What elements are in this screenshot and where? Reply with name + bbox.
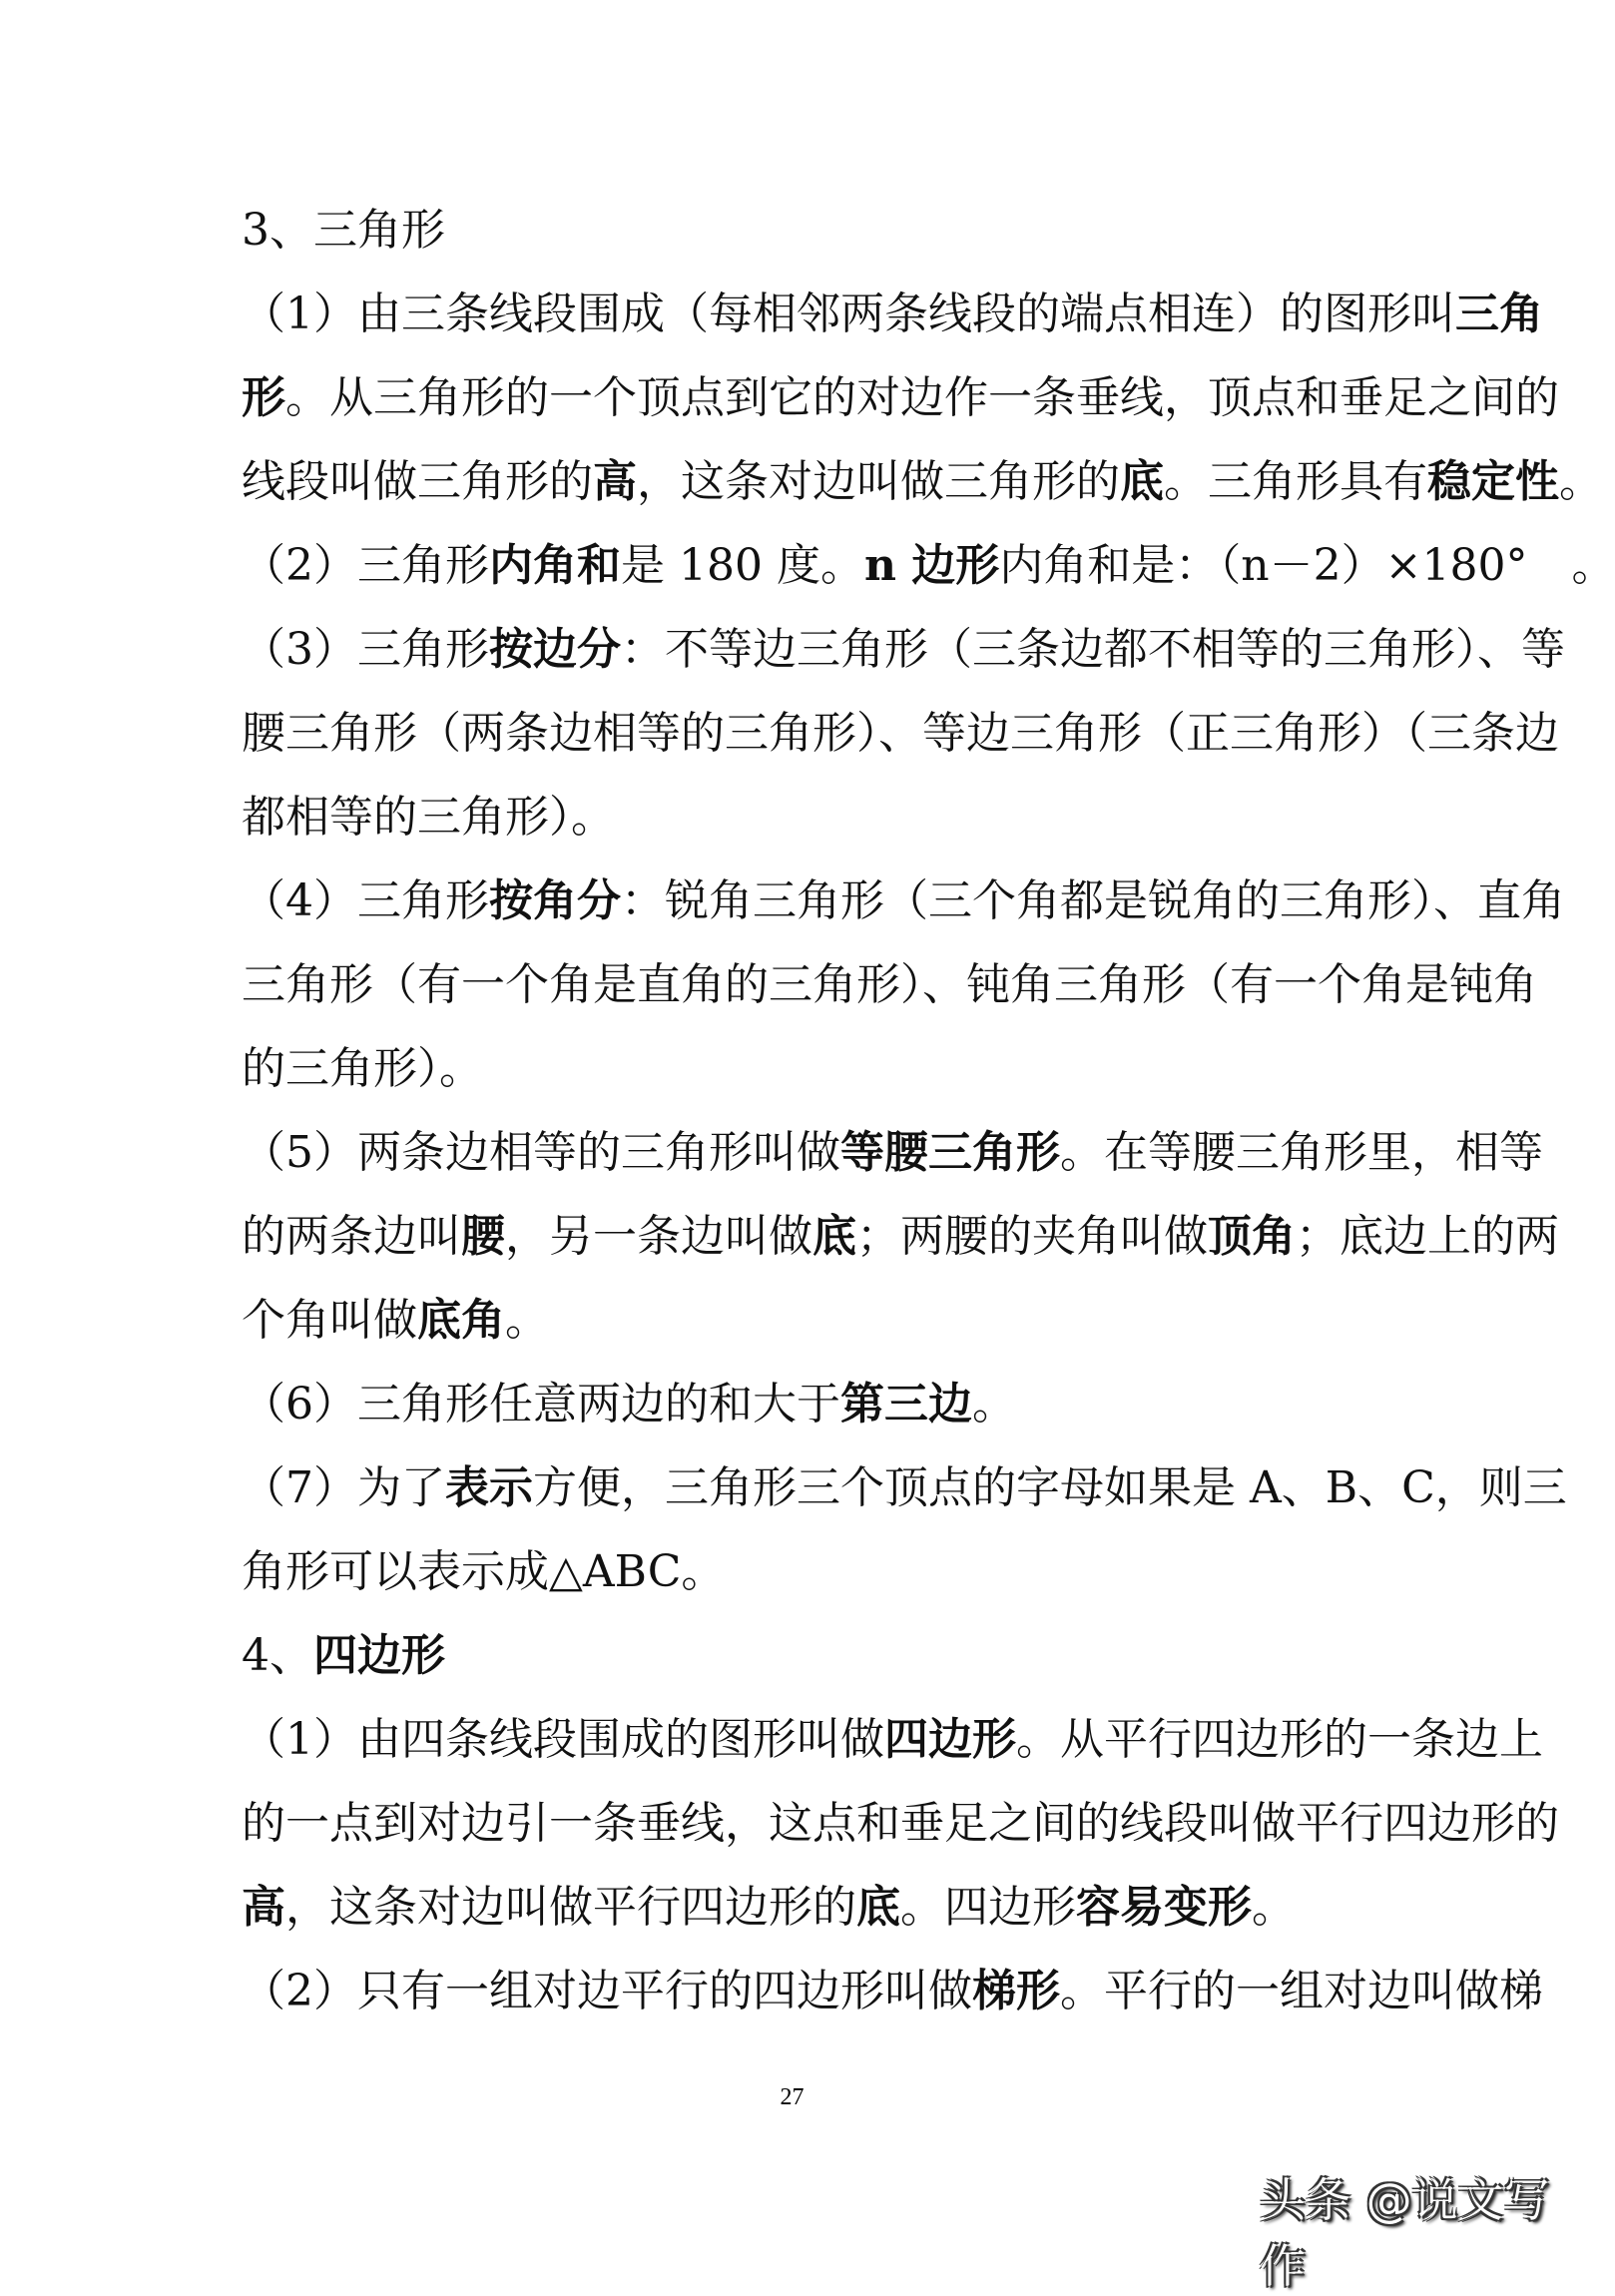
bold-term: 三角 [1455,288,1543,339]
text-line [242,1195,1559,1279]
bold-term: n 边形 [863,540,1000,591]
text-line [242,608,1565,692]
text-segment: （4）三角形 [242,875,489,926]
bold-term: 底 [1120,456,1164,507]
bold-term: 表示 [445,1462,533,1513]
bold-term: 高 [242,1882,285,1933]
text-line [242,1950,1543,2033]
text-segment: 三角形（有一个角是直角的三角形）、钝角三角形（有一个角是钝角 [242,959,1537,1010]
text-segment: （6）三角形任意两边的和大于 [242,1379,840,1430]
bold-term: 梯形 [972,1966,1060,2016]
bold-term: 等腰三角形 [840,1127,1060,1178]
text-segment: 。平行的一组对边叫做梯 [1060,1966,1543,2016]
text-line [242,1698,1543,1782]
text-segment: （5）两条边相等的三角形叫做 [242,1127,840,1178]
text-segment: ，这条对边叫做平行四边形的 [285,1882,856,1933]
text-line [242,1614,1353,1698]
text-segment: 。 [505,1295,549,1346]
bold-term: 形 [242,372,285,423]
text-line [242,1027,1353,1111]
text-segment: ：不等边三角形（三条边都不相等的三角形）、等 [621,624,1565,675]
text-segment: 方便，三角形三个顶点的字母如果是 A、B、C，则三 [533,1462,1567,1513]
text-segment: 。 [972,1379,1016,1430]
text-line [242,1111,1543,1195]
text-segment: ，另一条边叫做 [505,1211,812,1262]
text-segment: 。 [1252,1882,1296,1933]
text-segment: （2）三角形 [242,540,489,591]
page-number: 27 [780,2084,805,2110]
text-line [242,1866,1353,1950]
text-segment: 腰三角形（两条边相等的三角形）、等边三角形（正三角形）（三条边 [242,708,1559,759]
text-line [242,273,1543,356]
text-line [242,1363,1353,1446]
text-segment: 。四边形 [900,1882,1076,1933]
text-line [242,1446,1567,1530]
text-segment: 。三角形具有 [1164,456,1427,507]
text-segment: ；底边上的两 [1296,1211,1559,1262]
text-segment: ；两腰的夹角叫做 [856,1211,1208,1262]
watermark: 头条 @说文写作 [1260,2173,1550,2293]
bold-term: 四边形 [313,1630,445,1681]
text-segment: （7）为了 [242,1462,445,1513]
text-line [242,943,1537,1027]
text-line [242,440,1603,524]
bold-term: 顶角 [1208,1211,1296,1262]
text-segment: （1）由四条线段围成的图形叫做 [242,1714,884,1765]
text-line [242,1782,1559,1866]
text-line [242,524,1615,608]
bold-term: 容易变形 [1076,1882,1252,1933]
text-segment: 角形可以表示成△ABC。 [242,1546,726,1597]
text-line [242,692,1559,776]
text-segment: ：锐角三角形（三个角都是锐角的三角形）、直角 [621,875,1565,926]
bold-term: 按边分 [489,624,621,675]
text-segment: 个角叫做 [242,1295,417,1346]
text-segment: 内角和是：（n－2）×180° 。 [999,540,1615,591]
text-segment: 都相等的三角形）。 [242,792,615,843]
bold-term: 底角 [417,1295,505,1346]
bold-term: 内角和 [489,540,621,591]
text-segment: 。从三角形的一个顶点到它的对边作一条垂线，顶点和垂足之间的 [285,372,1559,423]
text-segment: （3）三角形 [242,624,489,675]
text-segment: （2）只有一组对边平行的四边形叫做 [242,1966,972,2016]
text-segment: 。从平行四边形的一条边上 [1016,1714,1543,1765]
text-segment: 的三角形）。 [242,1043,483,1094]
text-line [242,1279,1353,1363]
text-line [242,776,1353,860]
bold-term: 稳定性 [1427,456,1559,507]
text-segment: 的一点到对边引一条垂线，这点和垂足之间的线段叫做平行四边形的 [242,1798,1559,1849]
text-segment: 。 [1559,456,1603,507]
document-body [242,189,1615,2033]
text-segment: 。在等腰三角形里，相等 [1060,1127,1543,1178]
text-segment: （1）由三条线段围成（每相邻两条线段的端点相连）的图形叫 [242,288,1455,339]
text-line [242,356,1559,440]
text-segment: ，这条对边叫做三角形的 [637,456,1120,507]
text-segment: 是 180 度。 [621,540,864,591]
text-segment: 线段叫做三角形的 [242,456,593,507]
bold-term: 底 [856,1882,900,1933]
text-segment: 3、三角形 [242,205,445,256]
text-segment: 的两条边叫 [242,1211,461,1262]
bold-term: 按角分 [489,875,621,926]
text-line [242,1530,1353,1614]
text-line [242,860,1565,943]
bold-term: 底 [812,1211,856,1262]
bold-term: 腰 [461,1211,505,1262]
bold-term: 四边形 [884,1714,1016,1765]
text-segment: 4、 [242,1630,313,1681]
bold-term: 高 [593,456,637,507]
bold-term: 第三边 [840,1379,972,1430]
text-line [242,189,1353,273]
